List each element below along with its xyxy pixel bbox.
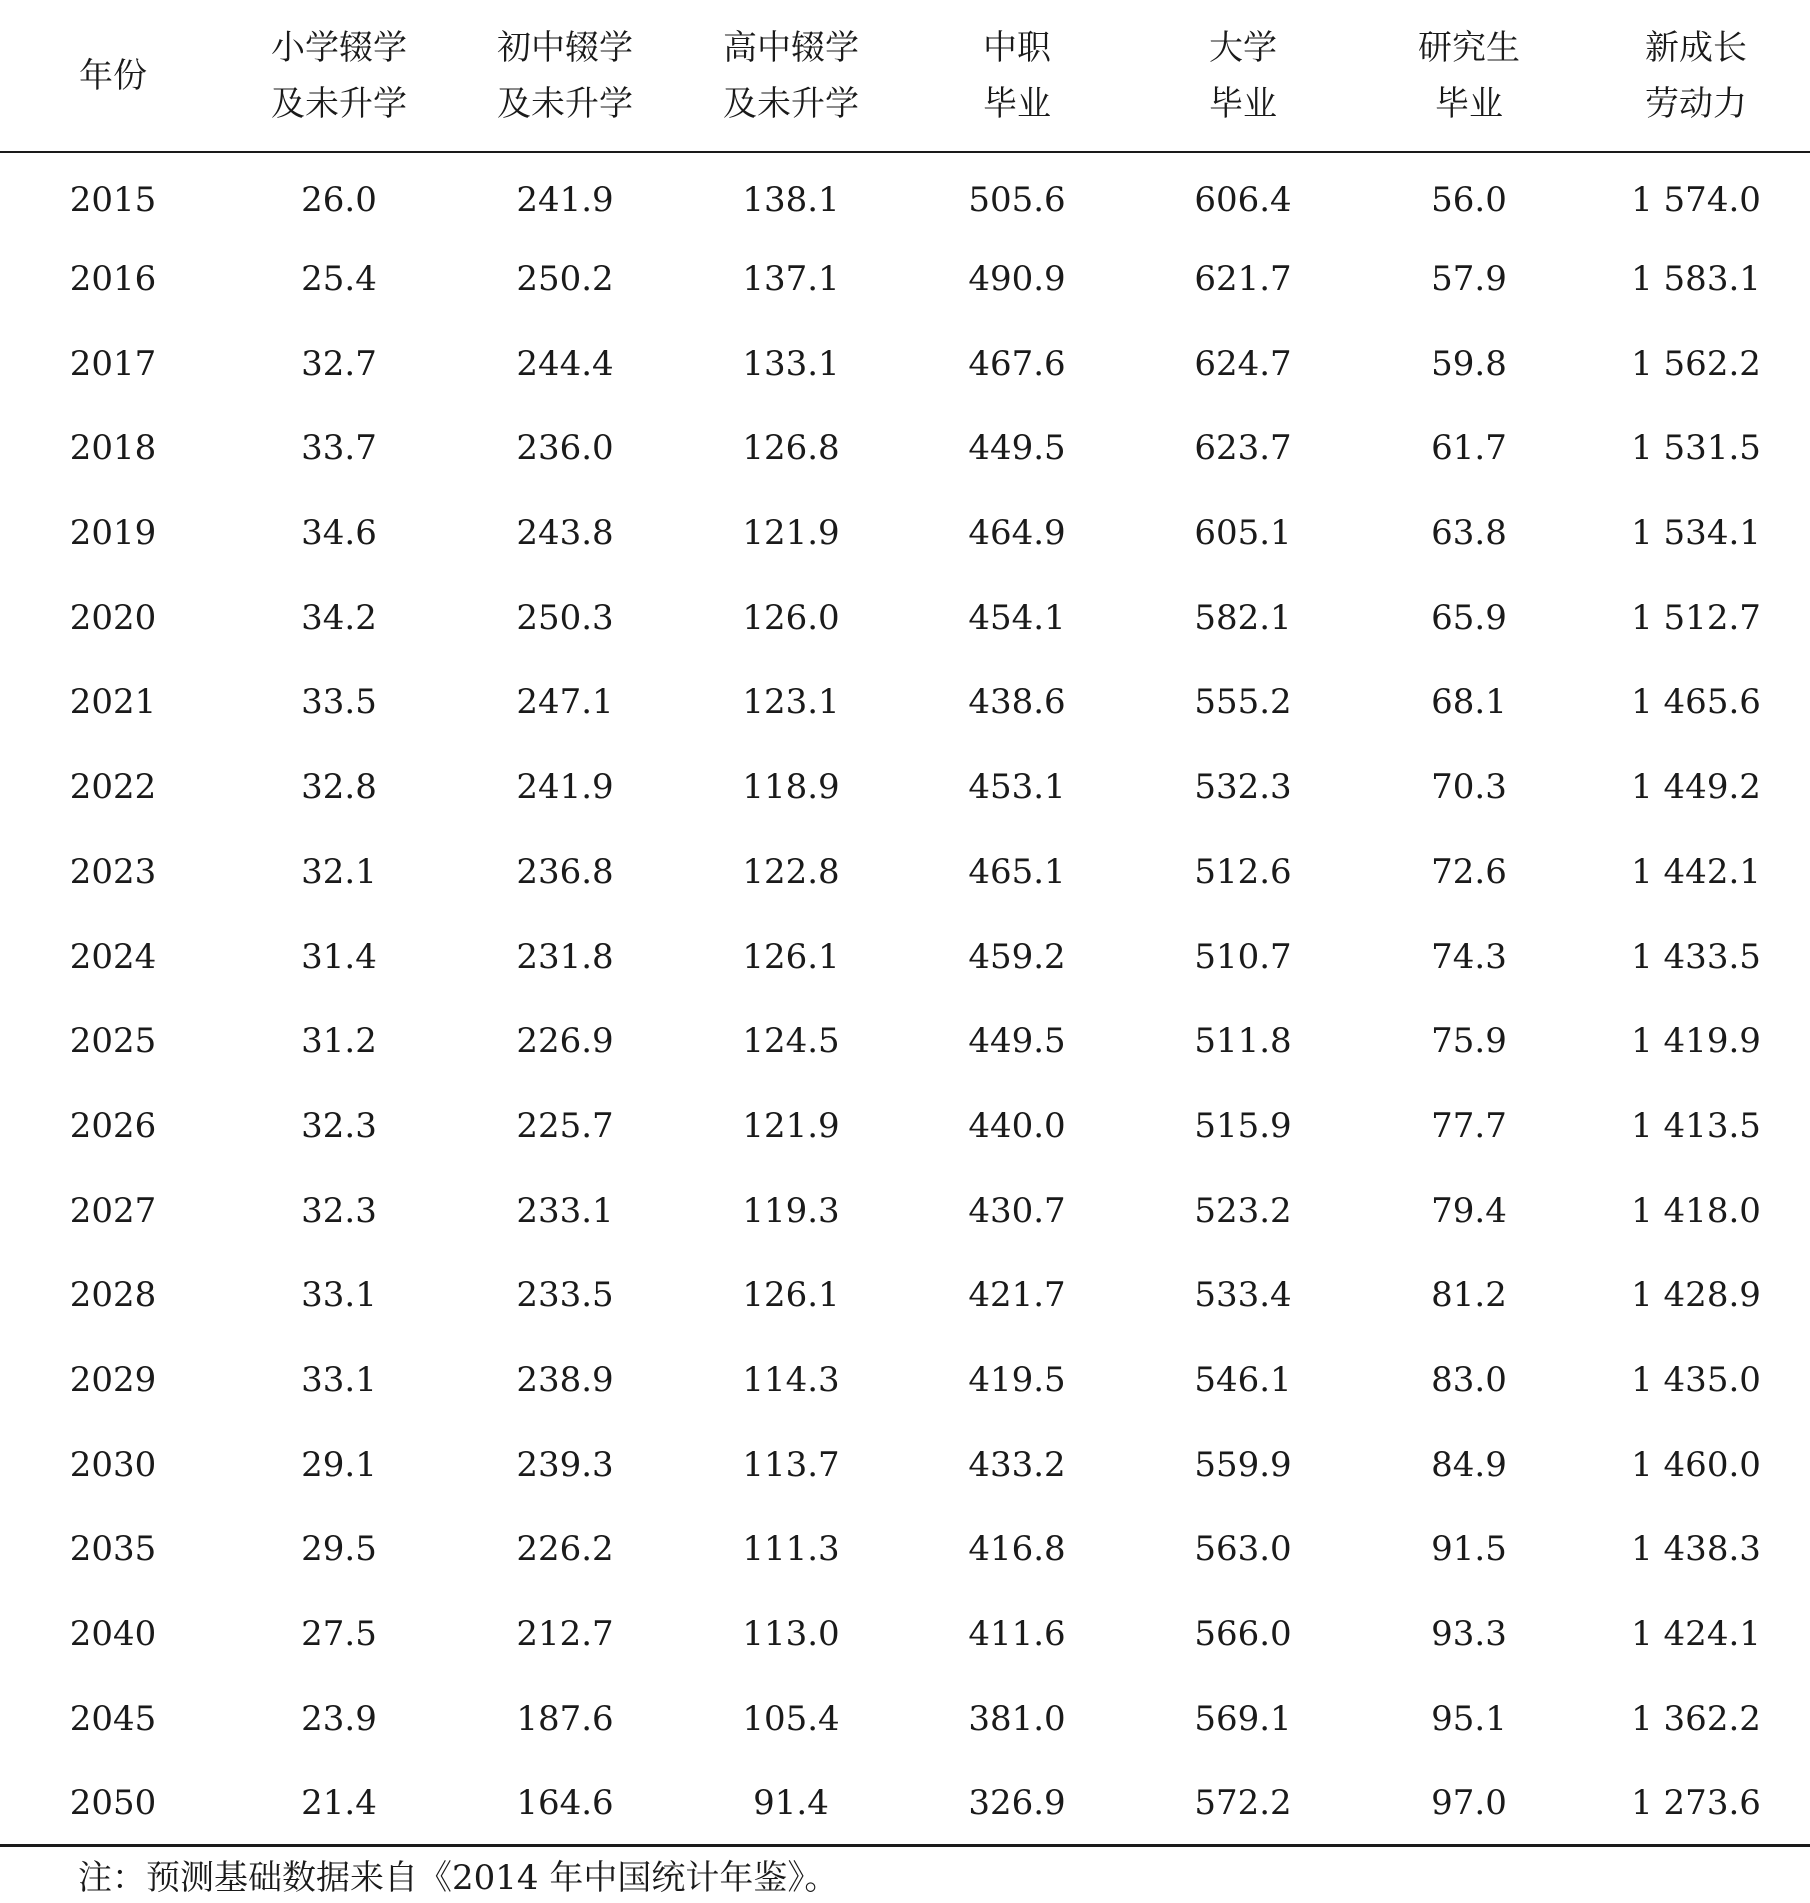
value-cell: 243.8	[516, 513, 614, 554]
value-cell: 133.1	[742, 343, 840, 384]
table-row	[0, 914, 1810, 999]
column-header-line2: 及未升学	[271, 83, 407, 124]
year-cell: 2050	[69, 1782, 157, 1823]
value-cell: 1 419.9	[1631, 1021, 1761, 1062]
column-header-line1: 初中辍学	[497, 27, 633, 68]
year-cell: 2040	[69, 1614, 157, 1655]
column-header-line1: 新成长	[1645, 27, 1747, 68]
column-header-line2: 毕业	[1209, 83, 1277, 124]
column-header-line1: 大学	[1209, 27, 1277, 68]
value-cell: 164.6	[516, 1782, 614, 1823]
year-cell: 2021	[69, 682, 157, 723]
value-cell: 236.0	[516, 428, 614, 469]
value-cell: 1 428.9	[1631, 1275, 1761, 1316]
year-cell: 2030	[69, 1444, 157, 1485]
value-cell: 1 449.2	[1631, 767, 1761, 808]
column-header-2	[452, 0, 678, 152]
value-cell: 459.2	[968, 936, 1066, 977]
value-cell: 126.1	[742, 936, 840, 977]
column-header-line2: 劳动力	[1645, 83, 1747, 124]
value-cell: 75.9	[1431, 1021, 1507, 1062]
table-row	[0, 830, 1810, 915]
value-cell: 91.5	[1431, 1529, 1507, 1570]
column-header-3	[678, 0, 904, 152]
table-row	[0, 237, 1810, 322]
value-cell: 111.3	[742, 1529, 840, 1570]
value-cell: 239.3	[516, 1444, 614, 1485]
value-cell: 34.2	[301, 597, 377, 638]
value-cell: 33.1	[301, 1275, 377, 1316]
value-cell: 63.8	[1431, 513, 1507, 554]
value-cell: 1 460.0	[1631, 1444, 1761, 1485]
value-cell: 122.8	[742, 851, 840, 892]
year-cell: 2026	[69, 1105, 157, 1146]
value-cell: 137.1	[742, 259, 840, 300]
value-cell: 84.9	[1431, 1444, 1507, 1485]
year-cell: 2025	[69, 1021, 157, 1062]
value-cell: 582.1	[1194, 597, 1292, 638]
value-cell: 212.7	[516, 1614, 614, 1655]
value-cell: 31.2	[301, 1021, 377, 1062]
value-cell: 32.3	[301, 1105, 377, 1146]
header-row	[0, 0, 1810, 152]
value-cell: 416.8	[968, 1529, 1066, 1570]
table-row	[0, 1422, 1810, 1507]
value-cell: 123.1	[742, 682, 840, 723]
value-cell: 31.4	[301, 936, 377, 977]
value-cell: 57.9	[1431, 259, 1507, 300]
value-cell: 523.2	[1194, 1190, 1292, 1231]
value-cell: 438.6	[968, 682, 1066, 723]
value-cell: 25.4	[301, 259, 377, 300]
value-cell: 33.7	[301, 428, 377, 469]
table-row	[0, 1168, 1810, 1253]
value-cell: 124.5	[742, 1021, 840, 1062]
value-cell: 512.6	[1194, 851, 1292, 892]
table-row	[0, 491, 1810, 576]
value-cell: 1 583.1	[1631, 259, 1761, 300]
value-cell: 1 465.6	[1631, 682, 1761, 723]
year-cell: 2016	[69, 259, 157, 300]
value-cell: 121.9	[742, 513, 840, 554]
value-cell: 433.2	[968, 1444, 1066, 1485]
value-cell: 118.9	[742, 767, 840, 808]
value-cell: 326.9	[968, 1782, 1066, 1823]
value-cell: 233.5	[516, 1275, 614, 1316]
column-header-line1: 年份	[79, 55, 147, 96]
year-cell: 2045	[69, 1698, 157, 1739]
table-row	[0, 1507, 1810, 1592]
value-cell: 70.3	[1431, 767, 1507, 808]
column-header-line1: 中职	[983, 27, 1051, 68]
value-cell: 34.6	[301, 513, 377, 554]
column-header-7	[1582, 0, 1810, 152]
value-cell: 454.1	[968, 597, 1066, 638]
value-cell: 453.1	[968, 767, 1066, 808]
value-cell: 79.4	[1431, 1190, 1507, 1231]
value-cell: 83.0	[1431, 1359, 1507, 1400]
value-cell: 624.7	[1194, 343, 1292, 384]
value-cell: 238.9	[516, 1359, 614, 1400]
table-row	[0, 321, 1810, 406]
value-cell: 138.1	[742, 179, 840, 220]
value-cell: 606.4	[1194, 179, 1292, 220]
table-row	[0, 152, 1810, 237]
value-cell: 555.2	[1194, 682, 1292, 723]
value-cell: 1 574.0	[1631, 179, 1761, 220]
value-cell: 250.2	[516, 259, 614, 300]
value-cell: 126.1	[742, 1275, 840, 1316]
table-header	[0, 0, 1810, 152]
value-cell: 563.0	[1194, 1529, 1292, 1570]
value-cell: 569.1	[1194, 1698, 1292, 1739]
year-cell: 2027	[69, 1190, 157, 1231]
value-cell: 225.7	[516, 1105, 614, 1146]
value-cell: 464.9	[968, 513, 1066, 554]
table-row	[0, 575, 1810, 660]
year-cell: 2017	[69, 343, 157, 384]
column-header-line2: 及未升学	[497, 83, 633, 124]
value-cell: 236.8	[516, 851, 614, 892]
column-header-line1: 高中辍学	[723, 27, 859, 68]
year-cell: 2015	[69, 179, 157, 220]
value-cell: 33.5	[301, 682, 377, 723]
year-cell: 2029	[69, 1359, 157, 1400]
value-cell: 440.0	[968, 1105, 1066, 1146]
value-cell: 1 433.5	[1631, 936, 1761, 977]
table-body	[0, 152, 1810, 1846]
column-header-line2: 及未升学	[723, 83, 859, 124]
value-cell: 72.6	[1431, 851, 1507, 892]
value-cell: 515.9	[1194, 1105, 1292, 1146]
column-header-line2: 毕业	[1435, 83, 1503, 124]
value-cell: 505.6	[968, 179, 1066, 220]
year-cell: 2023	[69, 851, 157, 892]
table-row	[0, 999, 1810, 1084]
value-cell: 559.9	[1194, 1444, 1292, 1485]
value-cell: 241.9	[516, 179, 614, 220]
value-cell: 1 562.2	[1631, 343, 1761, 384]
column-header-6	[1356, 0, 1582, 152]
value-cell: 605.1	[1194, 513, 1292, 554]
value-cell: 26.0	[301, 179, 377, 220]
value-cell: 1 435.0	[1631, 1359, 1761, 1400]
value-cell: 1 442.1	[1631, 851, 1761, 892]
value-cell: 1 534.1	[1631, 513, 1761, 554]
value-cell: 187.6	[516, 1698, 614, 1739]
table-row	[0, 1592, 1810, 1677]
value-cell: 430.7	[968, 1190, 1066, 1231]
value-cell: 32.7	[301, 343, 377, 384]
value-cell: 56.0	[1431, 179, 1507, 220]
year-cell: 2022	[69, 767, 157, 808]
value-cell: 95.1	[1431, 1698, 1507, 1739]
value-cell: 1 424.1	[1631, 1614, 1761, 1655]
value-cell: 1 438.3	[1631, 1529, 1761, 1570]
value-cell: 59.8	[1431, 343, 1507, 384]
value-cell: 1 512.7	[1631, 597, 1761, 638]
value-cell: 1 413.5	[1631, 1105, 1761, 1146]
value-cell: 121.9	[742, 1105, 840, 1146]
value-cell: 231.8	[516, 936, 614, 977]
value-cell: 411.6	[968, 1614, 1066, 1655]
value-cell: 623.7	[1194, 428, 1292, 469]
table-row	[0, 1761, 1810, 1846]
value-cell: 105.4	[742, 1698, 840, 1739]
value-cell: 421.7	[968, 1275, 1066, 1316]
table-note: 注：预测基础数据来自《2014 年中国统计年鉴》。	[78, 1858, 839, 1898]
table-row	[0, 1084, 1810, 1169]
value-cell: 27.5	[301, 1614, 377, 1655]
value-cell: 97.0	[1431, 1782, 1507, 1823]
table-row	[0, 406, 1810, 491]
value-cell: 226.9	[516, 1021, 614, 1062]
column-header-5	[1130, 0, 1356, 152]
value-cell: 465.1	[968, 851, 1066, 892]
column-header-line2: 毕业	[983, 83, 1051, 124]
value-cell: 33.1	[301, 1359, 377, 1400]
column-header-1	[226, 0, 452, 152]
column-header-line1: 研究生	[1418, 27, 1520, 68]
value-cell: 1 273.6	[1631, 1782, 1761, 1823]
value-cell: 449.5	[968, 428, 1066, 469]
value-cell: 511.8	[1194, 1021, 1292, 1062]
value-cell: 29.1	[301, 1444, 377, 1485]
value-cell: 533.4	[1194, 1275, 1292, 1316]
value-cell: 621.7	[1194, 259, 1292, 300]
column-header-0	[0, 0, 226, 152]
value-cell: 65.9	[1431, 597, 1507, 638]
value-cell: 233.1	[516, 1190, 614, 1231]
value-cell: 532.3	[1194, 767, 1292, 808]
value-cell: 29.5	[301, 1529, 377, 1570]
value-cell: 68.1	[1431, 682, 1507, 723]
table-row	[0, 745, 1810, 830]
value-cell: 467.6	[968, 343, 1066, 384]
value-cell: 114.3	[742, 1359, 840, 1400]
table-row	[0, 1338, 1810, 1423]
value-cell: 91.4	[753, 1782, 829, 1823]
value-cell: 113.7	[742, 1444, 840, 1485]
value-cell: 250.3	[516, 597, 614, 638]
value-cell: 126.0	[742, 597, 840, 638]
table-row	[0, 660, 1810, 745]
year-cell: 2028	[69, 1275, 157, 1316]
value-cell: 21.4	[301, 1782, 377, 1823]
value-cell: 510.7	[1194, 936, 1292, 977]
value-cell: 1 418.0	[1631, 1190, 1761, 1231]
value-cell: 81.2	[1431, 1275, 1507, 1316]
value-cell: 23.9	[301, 1698, 377, 1739]
value-cell: 490.9	[968, 259, 1066, 300]
value-cell: 77.7	[1431, 1105, 1507, 1146]
value-cell: 32.3	[301, 1190, 377, 1231]
value-cell: 32.8	[301, 767, 377, 808]
value-cell: 119.3	[742, 1190, 840, 1231]
year-cell: 2035	[69, 1529, 157, 1570]
year-cell: 2024	[69, 936, 157, 977]
year-cell: 2019	[69, 513, 157, 554]
value-cell: 381.0	[968, 1698, 1066, 1739]
value-cell: 546.1	[1194, 1359, 1292, 1400]
value-cell: 566.0	[1194, 1614, 1292, 1655]
value-cell: 1 531.5	[1631, 428, 1761, 469]
year-cell: 2020	[69, 597, 157, 638]
year-cell: 2018	[69, 428, 157, 469]
column-header-line1: 小学辍学	[271, 27, 407, 68]
value-cell: 419.5	[968, 1359, 1066, 1400]
value-cell: 74.3	[1431, 936, 1507, 977]
column-header-4	[904, 0, 1130, 152]
value-cell: 449.5	[968, 1021, 1066, 1062]
value-cell: 1 362.2	[1631, 1698, 1761, 1739]
value-cell: 93.3	[1431, 1614, 1507, 1655]
value-cell: 113.0	[742, 1614, 840, 1655]
value-cell: 32.1	[301, 851, 377, 892]
value-cell: 247.1	[516, 682, 614, 723]
table-row	[0, 1676, 1810, 1761]
value-cell: 61.7	[1431, 428, 1507, 469]
value-cell: 226.2	[516, 1529, 614, 1570]
table-row	[0, 1253, 1810, 1338]
value-cell: 244.4	[516, 343, 614, 384]
value-cell: 241.9	[516, 767, 614, 808]
value-cell: 126.8	[742, 428, 840, 469]
value-cell: 572.2	[1194, 1782, 1292, 1823]
